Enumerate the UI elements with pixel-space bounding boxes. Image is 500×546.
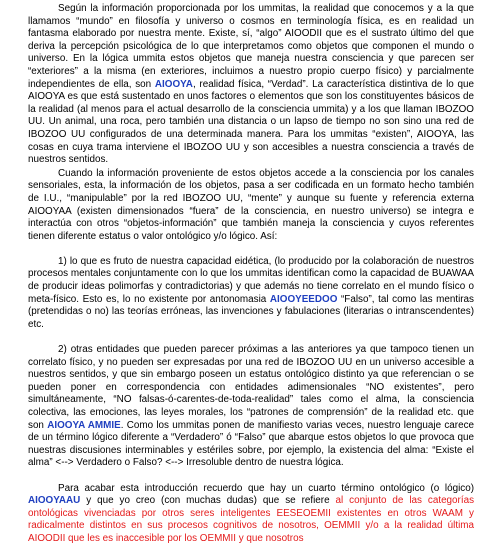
- text-run: , realidad física, “Verdad”. La característica distintiva de lo que AIOOYA es que está sustentado en unos factores o elementos que son los constituyentes básicos de la realidad (al menos para el actual desarrollo de la consciencia ummita) y a los que llaman IBOZOO UU. Un animal, una roca, pero también una distancia o un lapso de tiempo no son sino una red de IBOZOO UU configurados de una determinada manera. Para los ummitas “existen”, AIOOYA, las cosas en cuya trama interviene el IBOZOO UU y son accesibles a nuestra consciencia a través de nuestros sentidos.: [28, 78, 474, 166]
- text-run: y que yo creo (con muchas dudas) que se refiere: [80, 495, 336, 507]
- text-run: Cuando la información proveniente de estos objetos accede a la consciencia por los canales sensoriales, esta, la información de los objetos, pasa a ser codificada en un formato hecho también de I.U., “manipulable” por la red IBOZOO UU, “mente” y aunque su fuente y referencia externa AIOOYAA (existen dimensionados “fuera” de la consciencia, en nuestro universo) se integra e interactúa con otros “objetos-información” que también maneja la consciencia y cuyos referentes tienen diferente estatus o valor ontológico y/o lógico. Así:: [28, 167, 474, 242]
- highlighted-term: AIOOYA: [154, 78, 193, 90]
- paragraph-eidetic-capacity: [28, 256, 474, 332]
- text-run: . Como los ummitas ponen de manifiesto varias veces, nuestro lenguaje carece de un término lógico diferente a “Verdadero” ó “Falso” que abarque estos objetos lo que provoca que nuestras discusiones interminables y estériles sobre, por ejemplo, la existencia del alma: “Existe el alma” <--> Verdadero o Falso? <--> Irresoluble dentro de nuestra lógica.: [28, 419, 474, 469]
- paragraph-fourth-term: [28, 483, 474, 546]
- paragraph-adimensional-entities: [28, 344, 474, 470]
- text-run: Según la información proporcionada por los ummitas, la realidad que conocemos y a la que llamamos “mundo” en filosofía y universo o cosmos en terminología física, es en realidad un fantasma elaborado por nuestra mente. Existe, sí, “algo” AIOODII que es el sustrato último del que deriva la percepción psicológica de lo que interpretamos como objetos que componen el mundo o universo. En la lógica ummita estos objetos que maneja nuestra consciencia y que parecen ser “exteriores” a la misma (en exteriores, incluimos a nuestro propio cuerpo físico) y parcialmente independientes de ella, son: [28, 3, 474, 90]
- highlighted-term: AIOOYA AMMIE: [47, 419, 121, 431]
- text-run: 1) lo que es fruto de nuestra capacidad eidética, (lo producido por la colaboración de nuestros procesos mentales conjuntamente con lo que los ummitas identifican como la capacidad de BUAWAA de producir ideas polimorfas y contradictorias) y que además no tiene correlato en el mundo físico o meta-físico. Esto es, lo no existente por antonomasia: [28, 255, 474, 305]
- text-run: “Falso”, tal como las mentiras (pretendidas o no) las teorías erróneas, las invenciones y fabulaciones (literarias o intranscendentes) etc.: [28, 293, 474, 330]
- paragraph-sensory-information: [28, 168, 474, 244]
- text-run: Para acabar esta introducción recuerdo que hay un cuarto término ontológico (o lógico): [58, 482, 474, 494]
- highlighted-passage: al conjunto de las categorías ontológicas vivenciadas por otros seres inteligentes EESEOEMII existentes en otros WAAM y radicalmente distintos en sus procesos cognitivos de nosotros, OEMMII y/o a la realidad última AIOODII que les es inaccesible por los OEMMII y que nosotros: [28, 495, 475, 544]
- paragraph-ummitas-reality: [28, 3, 474, 167]
- text-run: 2) otras entidades que pueden parecer próximas a las anteriores ya que tampoco tienen un correlato físico, y no pueden ser expresadas por una red de IBOZOO UU en un universo accesible a nuestros sentidos, y que sin embargo poseen un estatus ontológico distinto ya que referencian o se pueden poner en correspondencia con entidades adimensionales “NO existentes”, pero simultáneamente, “NO falsas-ó-carentes-de-toda-realidad” tales como el alma, la consciencia colectiva, las emociones, las leyes morales, los “patrones de comprensión” de la realidad etc. que son: [28, 344, 474, 431]
- highlighted-term: AIOOYEEDOO: [269, 293, 338, 305]
- highlighted-term: AIOOYAAU: [28, 495, 81, 507]
